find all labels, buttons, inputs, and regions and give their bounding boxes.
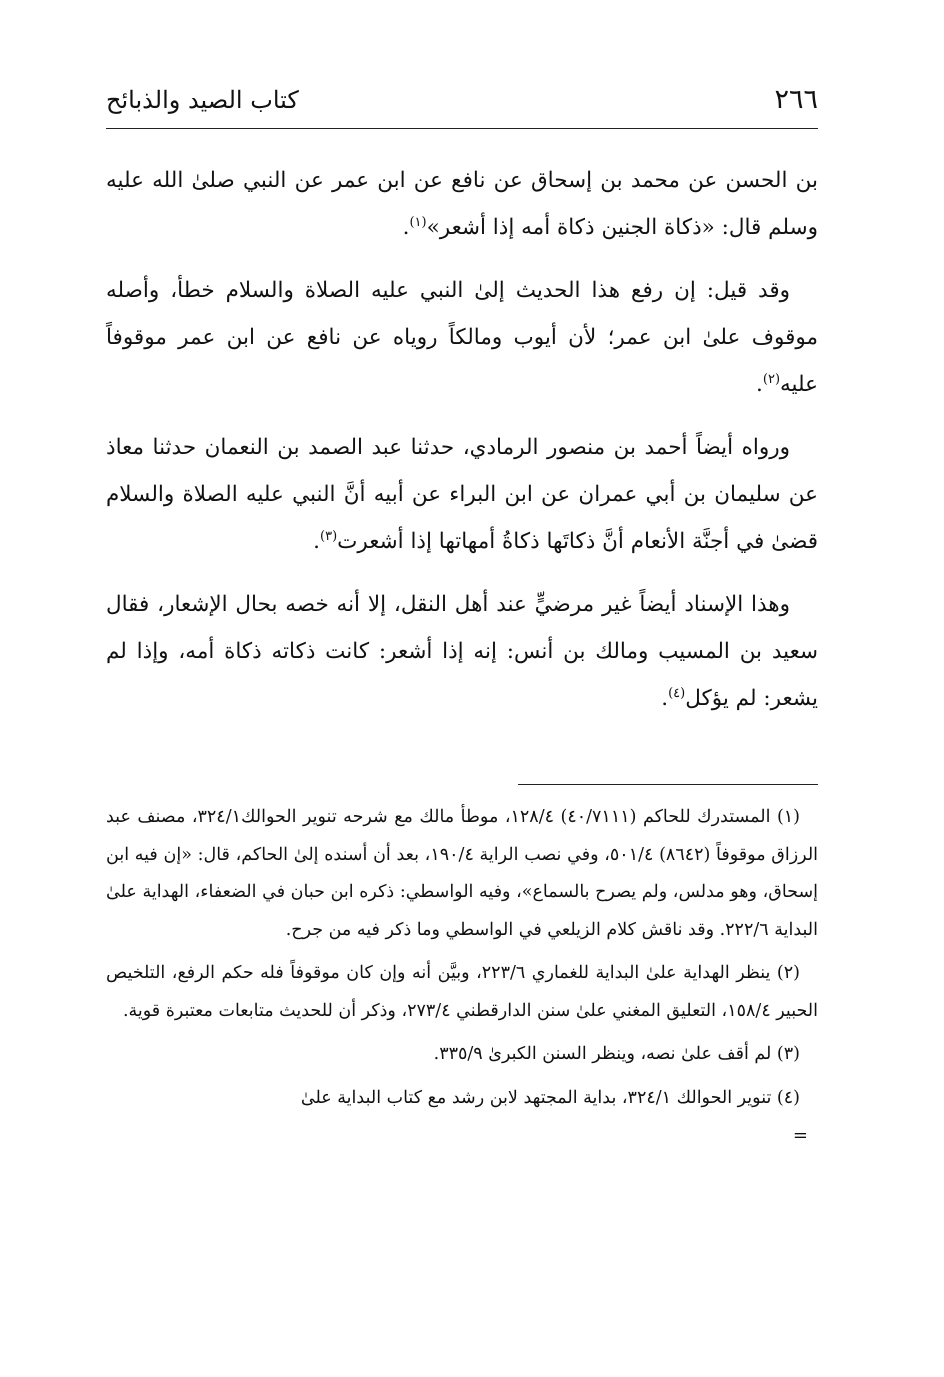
page-number: ٢٦٦ xyxy=(774,84,818,115)
footnote-1: (١) المستدرك للحاكم (٤٠/٧١١١) ١٢٨/٤، موطأ مالك مع شرحه تنوير الحوالك٣٢٤/١، مصنف عبد الرزاق موقوفاً (٨٦٤٢) ٥٠١/٤، وفي نصب الراية ١٩٠/٤، بعد أن أسنده إلىٰ الحاكم، قال: «إن فيه ابن إسحاق، وهو مدلس، ولم يصرح بالسماع»، وفيه الواسطي: ذكره ابن حبان في الضعفاء، الهداية علىٰ البداية ٢٢٢/٦. وقد ناقش كلام الزيلعي في الواسطي وما ذكر فيه من جرح. xyxy=(106,807,819,940)
running-header xyxy=(106,84,818,129)
footnote-separator xyxy=(518,784,818,785)
footnote-ref-4: (٤) xyxy=(668,685,686,701)
continuation-mark: = xyxy=(792,1125,808,1146)
footnote-ref-2: (٢) xyxy=(762,371,781,387)
paragraph-3-end: . xyxy=(313,529,320,554)
paragraph-4-text: وهذا الإسناد أيضاً غير مرضيٍّ عند أهل النقل، إلا أنه خصه بحال الإشعار، فقال سعيد بن المسيب ومالك بن أنس: إنه إذا أشعر: كانت ذكاته ذكاة أمه، وإذا لم يشعر: لم يؤكل xyxy=(106,592,818,711)
paragraph-1-end: . xyxy=(402,215,410,240)
paragraph-2 xyxy=(106,267,818,408)
footnote-4: (٤) تنوير الحوالك ٣٢٤/١، بداية المجتهد لابن رشد مع كتاب البداية علىٰ xyxy=(300,1087,800,1108)
paragraph-4-end: . xyxy=(661,686,669,711)
paragraph-3-text: ورواه أيضاً أحمد بن منصور الرمادي، حدثنا عبد الصمد بن النعمان حدثنا معاذ عن سليمان بن أبي عمران عن ابن البراء عن أبيه أنَّ النبي عليه الصلاة والسلام قضىٰ في أجنَّة الأنعام أنَّ ذكاتَها ذكاةُ أمهاتها إذا أشعرت xyxy=(106,435,818,554)
footnote-3: (٣) لم أقف علىٰ نصه، وينظر السنن الكبرىٰ ٣٣٥/٩. xyxy=(433,1044,800,1064)
footnote-ref-1: (١) xyxy=(409,214,427,230)
paragraph-4 xyxy=(106,581,818,722)
paragraph-1 xyxy=(106,157,818,251)
footnote-2: (٢) ينظر الهداية علىٰ البداية للغماري ٢٢٣/٦، وبيَّن أنه وإن كان موقوفاً فله حكم الرفع، التلخيص الحبير ١٥٨/٤، التعليق المغني علىٰ سنن الدارقطني ٢٧٣/٤، وذكر أن للحديث متابعات معتبرة قوية. xyxy=(106,963,818,1021)
book-title: كتاب الصيد والذبائح xyxy=(106,86,299,114)
paragraph-2-end: . xyxy=(756,372,763,397)
footnotes xyxy=(106,799,818,1149)
main-text xyxy=(106,157,818,722)
paragraph-1-text: بن الحسن عن محمد بن إسحاق عن نافع عن ابن عمر عن النبي صلىٰ الله عليه وسلم قال: «ذكاة الجنين ذكاة أمه إذا أشعر» xyxy=(106,168,818,240)
paragraph-3 xyxy=(106,424,818,565)
book-page xyxy=(106,84,818,1149)
paragraph-2-text: وقد قيل: إن رفع هذا الحديث إلىٰ النبي عليه الصلاة والسلام خطأ، وأصله موقوف علىٰ ابن عمر؛ لأن أيوب ومالكاً روياه عن نافع عن ابن عمر موقوفاً عليه xyxy=(106,278,818,397)
footnote-ref-3: (٣) xyxy=(320,528,338,544)
